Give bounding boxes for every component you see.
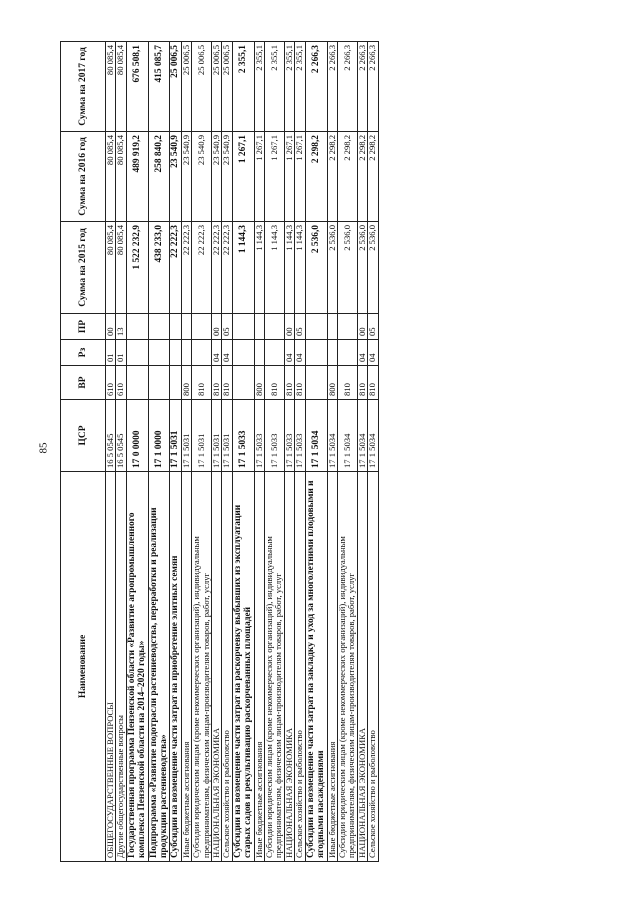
cell-name: Сельское хозяйство и рыболовство [368, 472, 378, 862]
header-vr: ВР [61, 366, 106, 400]
table-row [126, 42, 148, 862]
table-row [265, 42, 285, 862]
cell-pr [148, 314, 170, 340]
cell-2015: 2 536,0 [327, 222, 337, 314]
cell-pr: 05 [295, 314, 305, 340]
cell-2016: 1 267,1 [295, 132, 305, 222]
cell-csr: 17 1 5033 [295, 400, 305, 472]
cell-csr: 16 5 0545 [116, 400, 126, 472]
cell-2016: 2 298,2 [305, 132, 327, 222]
cell-2016: 2 298,2 [327, 132, 337, 222]
cell-2016: 80 085,4 [106, 132, 116, 222]
cell-2016: 1 267,1 [232, 132, 254, 222]
table-row [254, 42, 264, 862]
cell-2017: 2 355,1 [295, 42, 305, 132]
cell-2017: 2 355,1 [265, 42, 285, 132]
table-row [368, 42, 378, 862]
header-2017: Сумма на 2017 год [61, 42, 106, 132]
cell-vr: 810 [192, 366, 212, 400]
cell-2017: 25 006,5 [181, 42, 191, 132]
cell-2015: 22 222,3 [211, 222, 221, 314]
header-csr: ЦСР [61, 400, 106, 472]
cell-pr: 00 [357, 314, 367, 340]
cell-rz [192, 340, 212, 366]
header-name: Наименование [61, 472, 106, 862]
cell-name: НАЦИОНАЛЬНАЯ ЭКОНОМИКА [357, 472, 367, 862]
table-body [106, 42, 379, 862]
cell-2017: 2 355,1 [254, 42, 264, 132]
cell-pr [327, 314, 337, 340]
cell-2016: 23 540,9 [222, 132, 232, 222]
cell-vr: 810 [357, 366, 367, 400]
table-row [106, 42, 116, 862]
cell-pr [126, 314, 148, 340]
cell-pr [181, 314, 191, 340]
table-row [305, 42, 327, 862]
cell-2016: 489 919,2 [126, 132, 148, 222]
cell-name: Субсидии на возмещение части затрат на приобретение элитных семян [170, 472, 181, 862]
cell-2016: 2 298,2 [357, 132, 367, 222]
table-row [327, 42, 337, 862]
cell-2015: 22 222,3 [170, 222, 181, 314]
cell-name: Подпрограмма «Развитие подотрасли растениеводства, переработки и реализации продукции растениеводства» [148, 472, 170, 862]
cell-pr: 05 [368, 314, 378, 340]
cell-rz [170, 340, 181, 366]
cell-vr: 810 [337, 366, 357, 400]
table-row [211, 42, 221, 862]
cell-2017: 2 266,3 [327, 42, 337, 132]
table-row [170, 42, 181, 862]
cell-name: Другие общегосударственные вопросы [116, 472, 126, 862]
cell-csr: 17 0 0000 [126, 400, 148, 472]
rotated-page [60, 42, 580, 862]
cell-vr: 810 [284, 366, 294, 400]
cell-2015: 22 222,3 [222, 222, 232, 314]
cell-rz: 04 [368, 340, 378, 366]
cell-2016: 23 540,9 [181, 132, 191, 222]
cell-2015: 438 233,0 [148, 222, 170, 314]
cell-csr: 17 1 0000 [148, 400, 170, 472]
cell-2017: 2 355,1 [284, 42, 294, 132]
cell-name: Субсидии на возмещение части затрат на раскорчевку выбывших из эксплуатации старых садов и рекультивацию раскорчеванных площадей [232, 472, 254, 862]
table-row [116, 42, 126, 862]
cell-2017: 2 266,3 [368, 42, 378, 132]
cell-2015: 1 144,3 [232, 222, 254, 314]
table-row [192, 42, 212, 862]
cell-vr: 810 [211, 366, 221, 400]
cell-name: ОБЩЕГОСУДАРСТВЕННЫЕ ВОПРОСЫ [106, 472, 116, 862]
cell-2015: 1 144,3 [295, 222, 305, 314]
cell-2015: 22 222,3 [192, 222, 212, 314]
cell-rz [265, 340, 285, 366]
cell-name: Иные бюджетные ассигнования [254, 472, 264, 862]
cell-2015: 2 536,0 [368, 222, 378, 314]
cell-pr [305, 314, 327, 340]
cell-pr: 00 [106, 314, 116, 340]
cell-rz [232, 340, 254, 366]
cell-csr: 17 1 5034 [305, 400, 327, 472]
cell-2015: 2 536,0 [357, 222, 367, 314]
cell-2015: 1 144,3 [265, 222, 285, 314]
cell-pr [170, 314, 181, 340]
cell-name: НАЦИОНАЛЬНАЯ ЭКОНОМИКА [284, 472, 294, 862]
cell-rz: 04 [295, 340, 305, 366]
cell-rz: 01 [116, 340, 126, 366]
cell-2015: 1 144,3 [254, 222, 264, 314]
cell-2017: 676 508,1 [126, 42, 148, 132]
cell-2016: 1 267,1 [284, 132, 294, 222]
cell-csr: 17 1 5031 [192, 400, 212, 472]
cell-rz [148, 340, 170, 366]
cell-name: Субсидии юридическим лицам (кроме некоммерческих организаций), индивидуальным предпринимателям, физическим лицам-производителям товаров, работ, услуг [265, 472, 285, 862]
cell-2015: 22 222,3 [181, 222, 191, 314]
cell-vr [170, 366, 181, 400]
cell-2016: 2 298,2 [368, 132, 378, 222]
cell-2016: 23 540,9 [170, 132, 181, 222]
cell-rz: 04 [284, 340, 294, 366]
cell-pr: 05 [222, 314, 232, 340]
cell-pr [232, 314, 254, 340]
cell-2016: 80 085,4 [116, 132, 126, 222]
cell-2017: 2 266,3 [337, 42, 357, 132]
cell-name: Государственная программа Пензенской области «Развитие агропромышленного комплекса Пензенской области на 2014–2020 годы» [126, 472, 148, 862]
cell-vr: 800 [181, 366, 191, 400]
cell-csr: 17 1 5034 [357, 400, 367, 472]
cell-2015: 1 144,3 [284, 222, 294, 314]
cell-2016: 1 267,1 [265, 132, 285, 222]
cell-vr [232, 366, 254, 400]
cell-csr: 17 1 5033 [232, 400, 254, 472]
cell-2017: 25 006,5 [211, 42, 221, 132]
cell-csr: 17 1 5034 [327, 400, 337, 472]
cell-pr [265, 314, 285, 340]
cell-name: Субсидии на возмещение части затрат на закладку и уход за многолетними плодовыми и ягодными насаждениями [305, 472, 327, 862]
cell-csr: 17 1 5034 [368, 400, 378, 472]
cell-pr: 13 [116, 314, 126, 340]
cell-vr [126, 366, 148, 400]
budget-table [60, 41, 379, 862]
cell-2017: 415 085,7 [148, 42, 170, 132]
cell-2015: 80 085,4 [116, 222, 126, 314]
cell-csr: 17 1 5034 [337, 400, 357, 472]
cell-vr: 800 [254, 366, 264, 400]
cell-rz [337, 340, 357, 366]
cell-csr: 17 1 5031 [170, 400, 181, 472]
cell-2017: 25 006,5 [192, 42, 212, 132]
table-header-row [61, 42, 106, 862]
header-pr: ПР [61, 314, 106, 340]
cell-2017: 2 266,3 [305, 42, 327, 132]
cell-rz: 04 [222, 340, 232, 366]
cell-name: Иные бюджетные ассигнования [327, 472, 337, 862]
cell-rz: 01 [106, 340, 116, 366]
cell-name: Субсидии юридическим лицам (кроме некоммерческих организаций), индивидуальным предпринимателям, физическим лицам-производителям товаров, работ, услуг [192, 472, 212, 862]
cell-rz [254, 340, 264, 366]
cell-vr: 810 [295, 366, 305, 400]
table-row [222, 42, 232, 862]
cell-2016: 258 840,2 [148, 132, 170, 222]
cell-2017: 25 006,5 [170, 42, 181, 132]
table-row [295, 42, 305, 862]
header-rz: Рз [61, 340, 106, 366]
cell-2015: 1 522 232,9 [126, 222, 148, 314]
cell-name: Сельское хозяйство и рыболовство [295, 472, 305, 862]
cell-2017: 25 006,5 [222, 42, 232, 132]
cell-vr: 810 [265, 366, 285, 400]
cell-2017: 2 266,3 [357, 42, 367, 132]
cell-vr: 810 [368, 366, 378, 400]
page-number: 85 [37, 442, 50, 454]
table-row [337, 42, 357, 862]
cell-pr [254, 314, 264, 340]
cell-csr: 17 1 5033 [254, 400, 264, 472]
table-row [357, 42, 367, 862]
cell-vr [305, 366, 327, 400]
cell-vr: 810 [222, 366, 232, 400]
cell-csr: 17 1 5031 [181, 400, 191, 472]
cell-2016: 2 298,2 [337, 132, 357, 222]
table-row [284, 42, 294, 862]
cell-2016: 1 267,1 [254, 132, 264, 222]
cell-2017: 80 085,4 [116, 42, 126, 132]
cell-rz: 04 [357, 340, 367, 366]
header-2015: Сумма на 2015 год [61, 222, 106, 314]
cell-pr: 00 [211, 314, 221, 340]
cell-pr [192, 314, 212, 340]
cell-rz [181, 340, 191, 366]
cell-2017: 2 355,1 [232, 42, 254, 132]
cell-2017: 80 085,4 [106, 42, 116, 132]
cell-csr: 16 5 0545 [106, 400, 116, 472]
table-row [148, 42, 170, 862]
cell-2016: 23 540,9 [192, 132, 212, 222]
cell-pr: 00 [284, 314, 294, 340]
cell-name: Иные бюджетные ассигнования [181, 472, 191, 862]
table-row [232, 42, 254, 862]
cell-csr: 17 1 5033 [284, 400, 294, 472]
table-row [181, 42, 191, 862]
cell-vr: 610 [106, 366, 116, 400]
cell-rz [327, 340, 337, 366]
cell-pr [337, 314, 357, 340]
cell-name: Сельское хозяйство и рыболовство [222, 472, 232, 862]
cell-2015: 2 536,0 [305, 222, 327, 314]
cell-name: НАЦИОНАЛЬНАЯ ЭКОНОМИКА [211, 472, 221, 862]
cell-2016: 23 540,9 [211, 132, 221, 222]
cell-vr: 610 [116, 366, 126, 400]
cell-csr: 17 1 5031 [222, 400, 232, 472]
cell-csr: 17 1 5033 [265, 400, 285, 472]
cell-name: Субсидии юридическим лицам (кроме некоммерческих организаций), индивидуальным предпринимателям, физическим лицам-производителям товаров, работ, услуг [337, 472, 357, 862]
cell-rz: 04 [211, 340, 221, 366]
cell-2015: 2 536,0 [337, 222, 357, 314]
cell-vr: 800 [327, 366, 337, 400]
cell-vr [148, 366, 170, 400]
cell-csr: 17 1 5031 [211, 400, 221, 472]
cell-rz [126, 340, 148, 366]
header-2016: Сумма на 2016 год [61, 132, 106, 222]
cell-2015: 80 085,4 [106, 222, 116, 314]
cell-rz [305, 340, 327, 366]
